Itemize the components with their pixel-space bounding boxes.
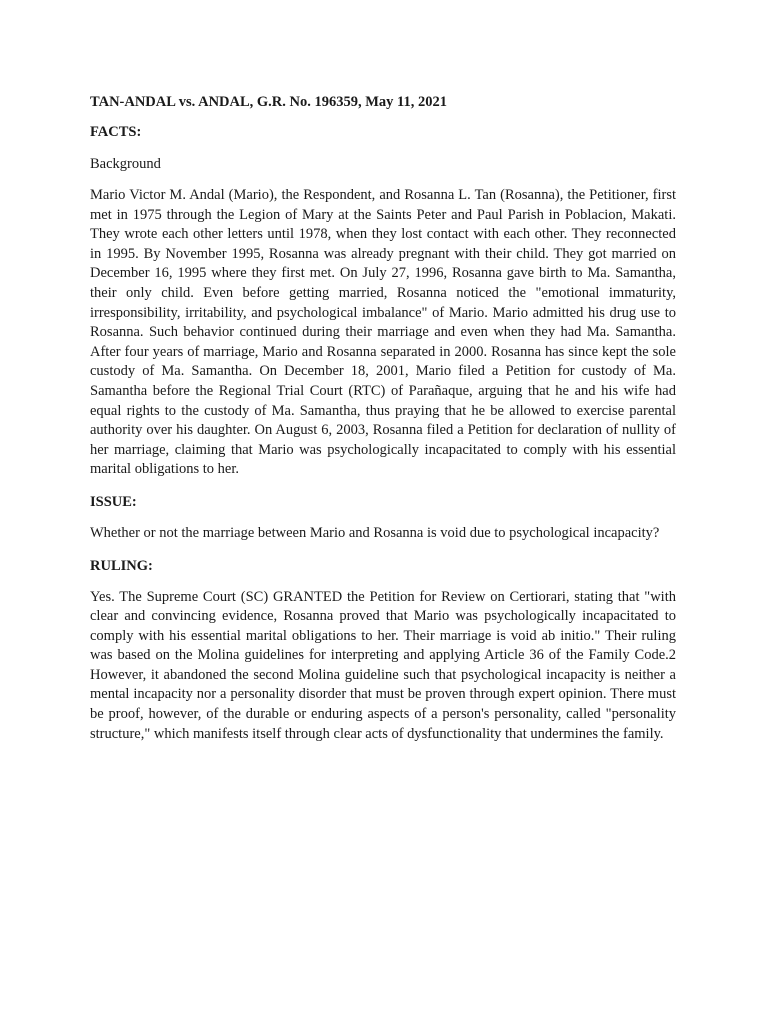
facts-heading: FACTS:	[90, 124, 142, 140]
document-page	[90, 92, 676, 756]
ruling-paragraph: Yes. The Supreme Court (SC) GRANTED the Petition for Review on Certiorari, stating that "with clear and convincing evidence, Rosanna proved that Mario was psychologically incapacitated to comply with his essential marital obligations to her. Their marriage is void ab initio." Their ruling was based on the Molina guidelines for interpreting and applying Article 36 of the Family Code.2 However, it abandoned the second Molina guideline such that psychological incapacity is neither a mental incapacity nor a personality disorder that must be proven through expert opinion. There must be proof, however, of the durable or enduring aspects of a person's personality, called "personality structure," which manifests itself through clear acts of dysfunctionality that undermines the family.	[90, 588, 676, 742]
case-title: TAN-ANDAL vs. ANDAL, G.R. No. 196359, May 11, 2021	[90, 94, 448, 110]
issue-paragraph: Whether or not the marriage between Mario and Rosanna is void due to psychological incapacity?	[90, 524, 660, 541]
background-heading: Background	[90, 156, 161, 172]
facts-paragraph: Mario Victor M. Andal (Mario), the Respondent, and Rosanna L. Tan (Rosanna), the Petitioner, first met in 1975 through the Legion of Mary at the Saints Peter and Paul Parish in Poblacion, Makati. They wrote each other letters until 1978, when they lost contact with each other. They reconnected in 1995. By November 1995, Rosanna was already pregnant with their child. They got married on December 16, 1995 where they first met. On July 27, 1996, Rosanna gave birth to Ma. Samantha, their only child. Even before getting married, Rosanna noticed the "emotional immaturity, irresponsibility, irritability, and psychological imbalance" of Mario. Mario admitted his drug use to Rosanna. Such behavior continued during their marriage and even when they had Ma. Samantha. After four years of marriage, Mario and Rosanna separated in 2000. Rosanna has since kept the sole custody of Ma. Samantha. On December 18, 2001, Mario filed a Petition for custody of Ma. Samantha before the Regional Trial Court (RTC) of Parañaque, arguing that he and his wife had equal rights to the custody of Ma. Samantha, thus praying that he be allowed to exercise parental authority over his daughter. On August 6, 2003, Rosanna filed a Petition for declaration of nullity of her marriage, claiming that Mario was psychologically incapacitated to comply with his essential marital obligations to her.	[90, 187, 676, 478]
issue-heading: ISSUE:	[90, 493, 137, 510]
ruling-heading: RULING:	[90, 557, 153, 574]
